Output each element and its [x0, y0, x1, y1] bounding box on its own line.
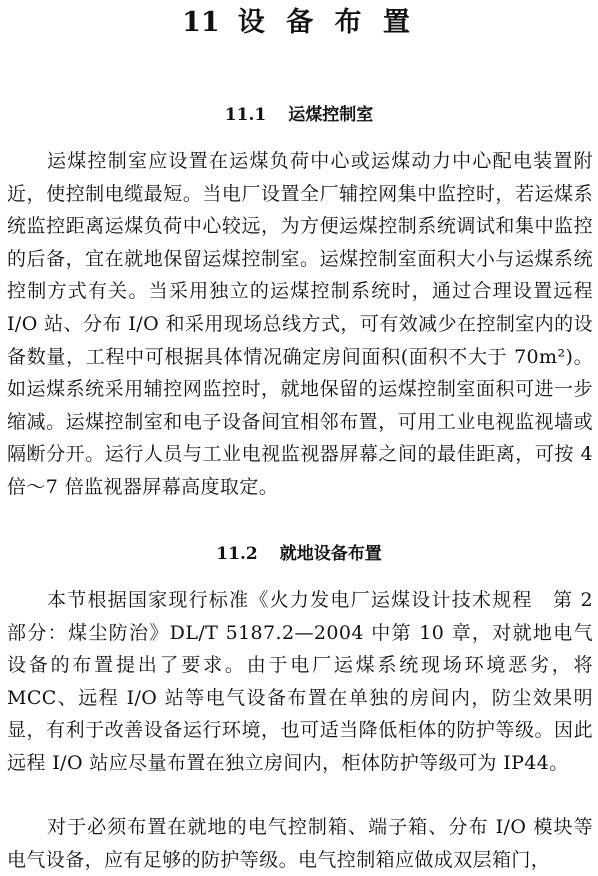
body-paragraph: 本节根据国家现行标准《火力发电厂运煤设计技术规程 第 2 部分：煤尘防治》DL/T 5187.2—2004 中第 10 章，对就地电气设备的布置提出了要求。由于电厂运煤系统现场环境恶劣，将 MCC、远程 I/O 站等电气设备布置在单独的房间内，防尘效果明显，有利于改善设备运行环境，也可适当降低柜体的防护等级。因此远程 I/O 站应尽量布置在独立房间内，柜体防护等级可为 IP44。 [7, 589, 593, 774]
chapter-number: 11 [182, 7, 220, 38]
chapter-title-text: 设 备 布 置 [237, 7, 416, 38]
body-paragraph: 对于必须布置在就地的电气控制箱、端子箱、分布 I/O 模块等电气设备，应有足够的防护等级。电气控制箱应做成双层箱门， [7, 816, 593, 871]
section-number: 11.1 [224, 105, 267, 125]
section-number: 11.2 [216, 544, 258, 564]
section-title: 就地设备布置 [279, 544, 382, 564]
section-heading-11-2 [0, 542, 598, 566]
section-title: 运煤控制室 [288, 105, 374, 125]
chapter-title [0, 6, 598, 40]
body-paragraph: 运煤控制室应设置在运煤负荷中心或运煤动力中心配电装置附近，使控制电缆最短。当电厂设置全厂辅控网集中监控时，若运煤系统监控距离运煤负荷中心较远，为方便运煤控制系统调试和集中监控的后备，宜在就地保留运煤控制室。运煤控制室面积大小与运煤系统控制方式有关。当采用独立的运煤控制系统时，通过合理设置远程 I/O 站、分布 I/O 和采用现场总线方式，可有效减少在控制室内的设备数量，工程中可根据具体情况确定房间面积(面积不大于 70m²)。如运煤系统采用辅控网监控时，就地保留的运煤控制室面积可进一步缩减。运煤控制室和电子设备间宜相邻布置，可用工业电视监视墙或隔断分开。运行人员与工业电视监视器屏幕之间的最佳距离，可按 4 倍～7 倍监视器屏幕高度取定。 [7, 150, 593, 498]
section-heading-11-1 [0, 103, 598, 127]
